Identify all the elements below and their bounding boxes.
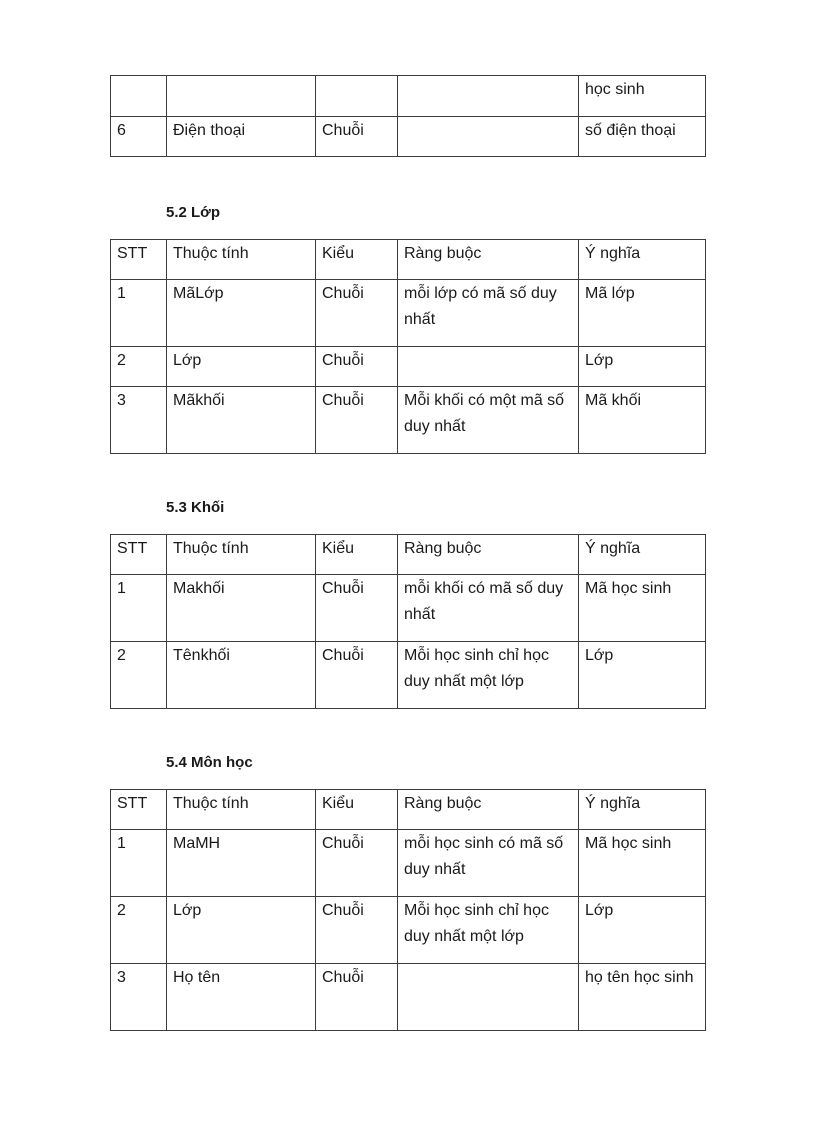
cell-type (316, 76, 398, 117)
cell-attribute: Điện thoại (167, 117, 316, 157)
header-meaning: Ý nghĩa (579, 240, 706, 280)
table-row (111, 280, 706, 347)
attribute-table-khoi (110, 534, 706, 709)
cell-constraint (398, 76, 579, 117)
cell-type: Chuỗi (316, 830, 398, 897)
cell-attribute: Họ tên (167, 964, 316, 1031)
table-row (111, 897, 706, 964)
header-constraint: Ràng buộc (398, 240, 579, 280)
cell-stt: 1 (111, 830, 167, 897)
cell-meaning: Mã lớp (579, 280, 706, 347)
cell-stt: 1 (111, 280, 167, 347)
cell-stt: 2 (111, 347, 167, 387)
section-heading-lop: 5.2 Lớp (166, 204, 221, 221)
header-attribute: Thuộc tính (167, 240, 316, 280)
cell-stt: 6 (111, 117, 167, 157)
cell-stt: 2 (111, 642, 167, 709)
attribute-table-monhoc (110, 789, 706, 1031)
cell-constraint (398, 964, 579, 1031)
header-attribute: Thuộc tính (167, 790, 316, 830)
attribute-table-hocsinh (110, 75, 706, 157)
header-stt: STT (111, 790, 167, 830)
cell-meaning: học sinh (579, 76, 706, 117)
section-lop (110, 239, 705, 454)
header-stt: STT (111, 535, 167, 575)
header-meaning: Ý nghĩa (579, 535, 706, 575)
cell-attribute: Mãkhối (167, 387, 316, 454)
cell-stt: 2 (111, 897, 167, 964)
cell-meaning: Mã học sinh (579, 575, 706, 642)
cell-type: Chuỗi (316, 387, 398, 454)
table-row (111, 575, 706, 642)
header-attribute: Thuộc tính (167, 535, 316, 575)
table-row (111, 387, 706, 454)
attribute-table-lop (110, 239, 706, 454)
cell-meaning: Lớp (579, 642, 706, 709)
header-meaning: Ý nghĩa (579, 790, 706, 830)
cell-attribute: Tênkhối (167, 642, 316, 709)
table-row (111, 830, 706, 897)
table-header-row (111, 535, 706, 575)
section-heading-monhoc: 5.4 Môn học (166, 754, 253, 771)
cell-meaning: số điện thoại (579, 117, 706, 157)
cell-type: Chuỗi (316, 897, 398, 964)
cell-attribute: MãLớp (167, 280, 316, 347)
table-row (111, 347, 706, 387)
cell-constraint (398, 347, 579, 387)
cell-meaning: họ tên học sinh (579, 964, 706, 1031)
cell-constraint: Mỗi khối có một mã số duy nhất (398, 387, 579, 454)
cell-attribute: Makhối (167, 575, 316, 642)
cell-attribute: Lớp (167, 347, 316, 387)
cell-constraint: Mỗi học sinh chỉ học duy nhất một lớp (398, 642, 579, 709)
cell-type: Chuỗi (316, 117, 398, 157)
cell-type: Chuỗi (316, 280, 398, 347)
cell-stt: 1 (111, 575, 167, 642)
cell-attribute (167, 76, 316, 117)
header-constraint: Ràng buộc (398, 790, 579, 830)
header-stt: STT (111, 240, 167, 280)
table-header-row (111, 790, 706, 830)
cell-meaning: Mã khối (579, 387, 706, 454)
cell-type: Chuỗi (316, 347, 398, 387)
header-type: Kiểu (316, 535, 398, 575)
table-row (111, 964, 706, 1031)
cell-constraint: mỗi lớp có mã số duy nhất (398, 280, 579, 347)
cell-meaning: Lớp (579, 347, 706, 387)
cell-constraint (398, 117, 579, 157)
table-continuation (110, 75, 705, 157)
cell-stt: 3 (111, 964, 167, 1031)
cell-constraint: mỗi học sinh có mã số duy nhất (398, 830, 579, 897)
table-row (111, 117, 706, 157)
cell-meaning: Lớp (579, 897, 706, 964)
section-heading-khoi: 5.3 Khối (166, 499, 225, 516)
table-header-row (111, 240, 706, 280)
section-monhoc (110, 789, 705, 1031)
cell-constraint: mỗi khối có mã số duy nhất (398, 575, 579, 642)
cell-type: Chuỗi (316, 964, 398, 1031)
cell-type: Chuỗi (316, 642, 398, 709)
cell-meaning: Mã học sinh (579, 830, 706, 897)
cell-constraint: Mỗi học sinh chỉ học duy nhất một lớp (398, 897, 579, 964)
header-constraint: Ràng buộc (398, 535, 579, 575)
cell-stt (111, 76, 167, 117)
table-row (111, 76, 706, 117)
section-khoi (110, 534, 705, 709)
cell-attribute: MaMH (167, 830, 316, 897)
cell-attribute: Lớp (167, 897, 316, 964)
header-type: Kiểu (316, 790, 398, 830)
header-type: Kiểu (316, 240, 398, 280)
table-row (111, 642, 706, 709)
cell-stt: 3 (111, 387, 167, 454)
cell-type: Chuỗi (316, 575, 398, 642)
